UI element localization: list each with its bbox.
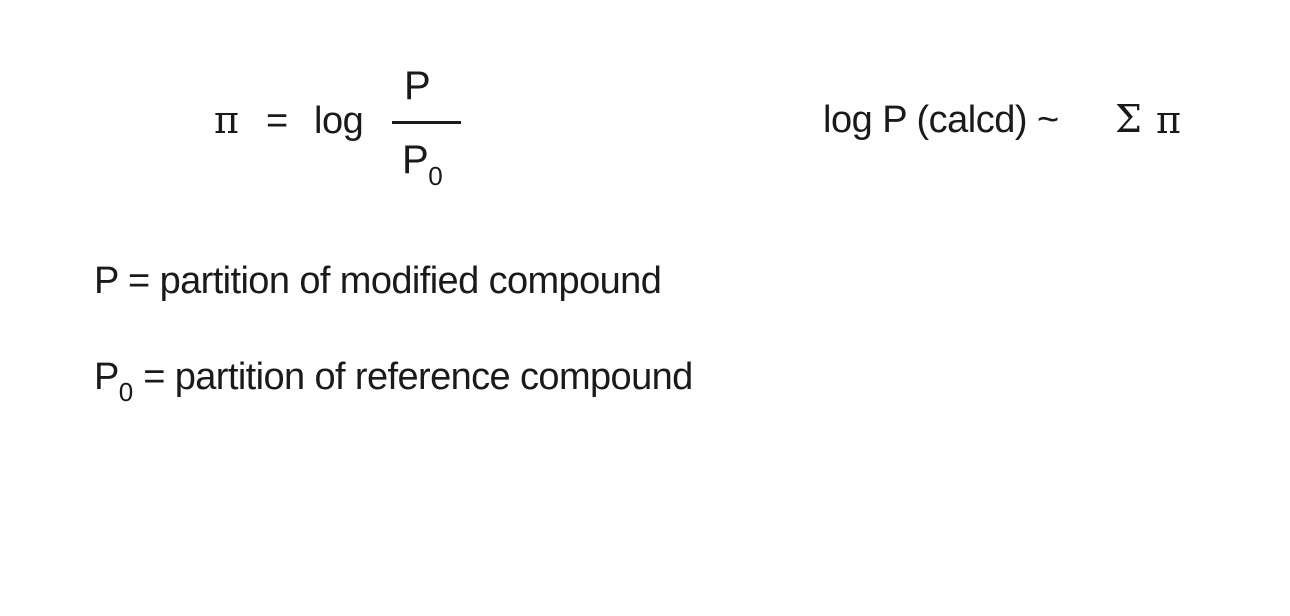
pi-symbol-sum: π	[1156, 98, 1181, 142]
fraction-denominator: $P_0$	[402, 138, 443, 191]
definition-p: P = partition of modified compound	[94, 260, 662, 302]
definition-p0: $P_0$ = partition of reference compound	[94, 356, 693, 407]
pi-symbol: π	[214, 98, 239, 142]
logp-calcd-text: log P (calcd) ~	[823, 99, 1059, 141]
log-operator: log	[314, 100, 364, 142]
sigma-symbol: Σ	[1115, 97, 1142, 141]
fraction-numerator: P	[404, 64, 431, 108]
equals-sign: =	[266, 100, 288, 142]
fraction-bar	[392, 121, 461, 124]
